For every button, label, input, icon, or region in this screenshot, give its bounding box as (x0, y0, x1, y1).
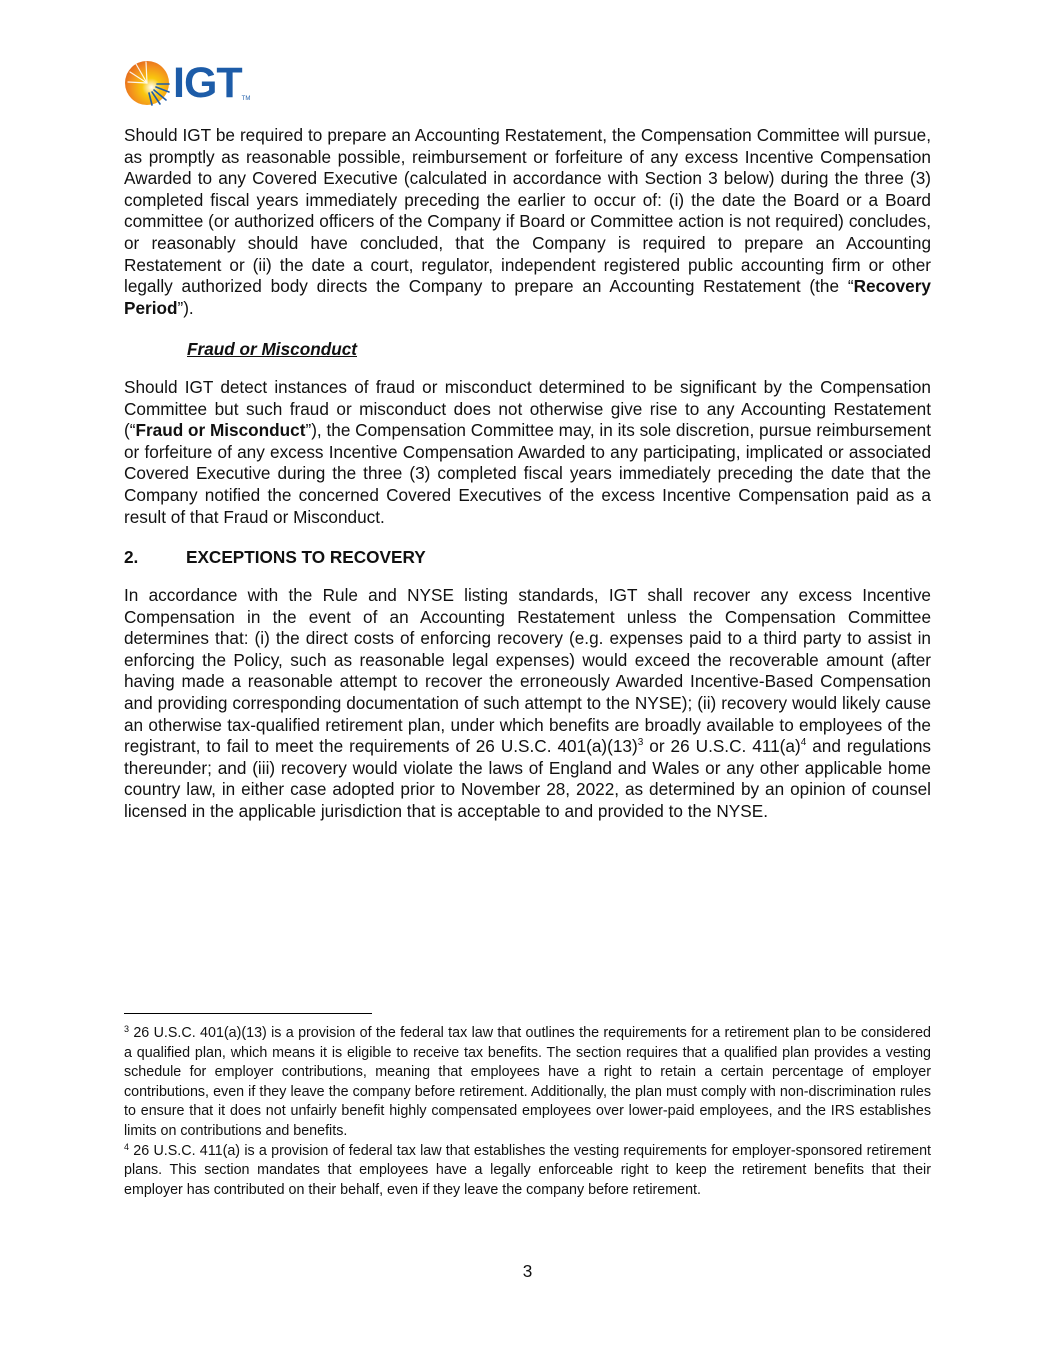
footnote-separator (124, 1013, 372, 1014)
section-number: 2. (124, 547, 139, 567)
footnote-ref-4[interactable]: 4 (800, 737, 807, 749)
footnote-ref-3[interactable]: 3 (637, 737, 644, 749)
fraud-misconduct-term: Fraud or Misconduct (135, 420, 306, 441)
section-title: EXCEPTIONS TO RECOVERY (186, 547, 426, 567)
footnote-4: $^4$ 26 U.S.C. 411(a) is a provision of federal tax law that establishes the vesting requirements for employer-sponsored retirement plans. This section mandates that employees have a legally enforceable right to keep the retirement benefits that their employer has contributed on their behalf, even if they leave the company before retirement. (124, 1141, 931, 1198)
paragraph-recovery-period: Should IGT be required to prepare an Accounting Restatement, the Compensation Committee will pursue, as promptly as reasonable possible, reimbursement or forfeiture of any excess Incentive Compensation Awarded to any Covered Executive (calculated in accordance with Section 3 below) during the three (3) completed fiscal years immediately preceding the earlier to occur of: (i) the date the Board or a Board committee (or authorized officers of the Company if Board or Committee action is not required) concludes, or reasonably should have concluded, that the Company is required to prepare an Accounting Restatement or (ii) the date a court, regulator, independent registered public accounting firm or other legally authorized body directs the Company to prepare an Accounting Restatement (the “Recovery Period”). (124, 125, 931, 318)
recovery-period-term: Recovery Period (124, 276, 931, 318)
footnotes (124, 1024, 931, 1200)
igt-sun-logo-icon (124, 60, 170, 106)
igt-logo (124, 60, 250, 106)
footnote-3: $^3$ 26 U.S.C. 401(a)(13) is a provision of the federal tax law that outlines the requirements for a retirement plan to be considered a qualified plan, which means it is eligible to receive tax benefits. The section requires that a qualified plan provides a vesting schedule for employer contributions, meaning that employees have a right to retain a certain percentage of employer contributions, even if they leave the company before retirement. Additionally, the plan must comply with non-discrimination rules to ensure that it does not unfairly benefit highly compensated employees over lower-paid employees, and the IRS establishes limits on contributions and benefits. (124, 1024, 931, 1139)
paragraph-fraud-misconduct: Should IGT detect instances of fraud or misconduct determined to be significant by the Compensation Committee but such fraud or misconduct does not otherwise give rise to any Accounting Restatement (“Fraud or Misconduct”), the Compensation Committee may, in its sole discretion, pursue reimbursement or forfeiture of any excess Incentive Compensation Awarded to any participating, implicated or associated Covered Executive during the three (3) completed fiscal years immediately preceding the date that the Company notified the concerned Covered Executives of the excess Incentive Compensation paid as a result of that Fraud or Misconduct. (124, 377, 931, 527)
fraud-misconduct-heading: Fraud or Misconduct (187, 339, 357, 359)
igt-wordmark: IGT (173, 59, 242, 107)
paragraph-exceptions: In accordance with the Rule and NYSE listing standards, IGT shall recover any excess Incentive Compensation in the event of an Accounting Restatement unless the Compensation Committee determines that: (i) the direct costs of enforcing recovery (e.g. expenses paid to a third party to assist in enforcing the Policy, such as reasonable legal expenses) would exceed the recoverable amount (after having made a reasonable attempt to recover the erroneously Awarded Incentive-Based Compensation and providing corresponding documentation of such attempt to the NYSE); (ii) recovery would likely cause an otherwise tax-qualified retirement plan, under which benefits are broadly available to employees of the registrant, to fail to meet the requirements of 26 U.S.C. $401(a)(13)^3$ or 26 U.S.C. $411(a)^4$ and regulations thereunder; and (iii) recovery would violate the laws of England and Wales or any other applicable home country law, in either case adopted prior to November 28, 2022, as determined by an opinion of counsel licensed in the applicable jurisdiction that is acceptable to and provided to the NYSE. (124, 585, 931, 821)
trademark-mark: TM (241, 96, 251, 102)
section-heading-exceptions (124, 547, 426, 569)
page-number: 3 (522, 1261, 533, 1281)
